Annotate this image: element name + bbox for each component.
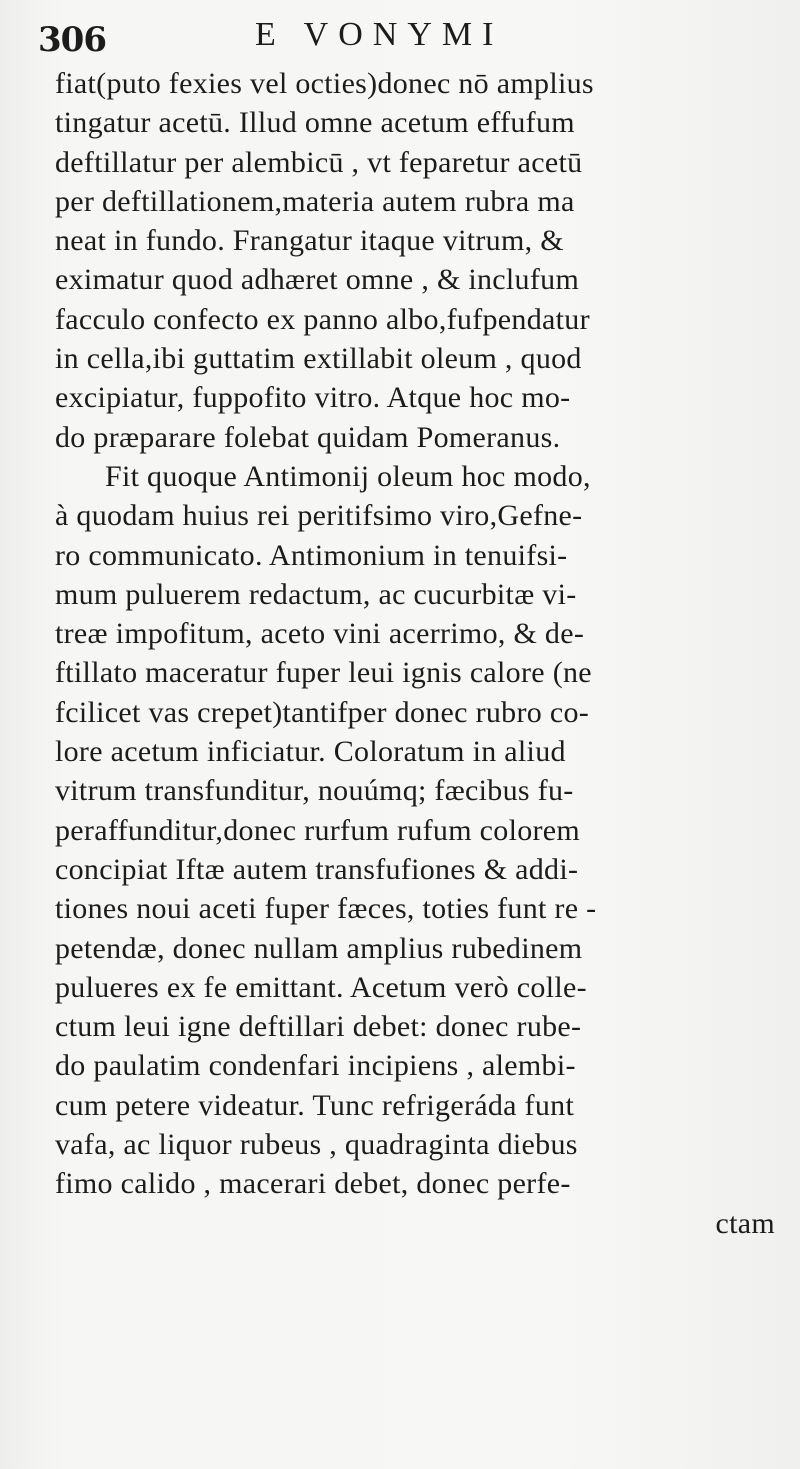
text-line: fiat(puto fexies vel octies)donec nō amplius bbox=[55, 67, 594, 100]
text-line: treæ impofitum, aceto vini acerrimo, & de- bbox=[55, 617, 585, 651]
text-line: ro communicato. Antimonium in tenuifsi- bbox=[55, 538, 568, 572]
text-line: in cella,ibi guttatim extillabit oleum , quod bbox=[55, 342, 582, 376]
text-line: excipiatur, fuppofito vitro. Atque hoc mo- bbox=[55, 381, 571, 415]
text-line: fcilicet vas crepet)tantifper donec rubro co- bbox=[55, 695, 590, 729]
text-line: neat in fundo. Frangatur itaque vitrum, & bbox=[55, 224, 564, 258]
text-line: per deftillationem,materia autem rubra ma bbox=[55, 184, 575, 218]
text-line: vitrum transfunditur, nouúmq; fæcibus fu- bbox=[55, 774, 574, 808]
text-line: eximatur quod adhæret omne , & inclufum bbox=[55, 263, 580, 297]
running-head: E VONYMI bbox=[255, 16, 504, 53]
text-line: petendæ, donec nullam amplius rubedinem bbox=[55, 931, 583, 965]
text-line: vafa, ac liquor rubeus , quadraginta diebus bbox=[55, 1128, 578, 1162]
paragraph-start-line: Fit quoque Antimonij oleum hoc modo, bbox=[105, 459, 591, 493]
text-line: pulueres ex fe emittant. Acetum verò colle- bbox=[55, 970, 587, 1004]
catchword: ctam bbox=[715, 1206, 775, 1240]
text-line: tiones noui aceti fuper fæces, toties funt re - bbox=[55, 892, 597, 926]
text-line: lore acetum inficiatur. Coloratum in aliud bbox=[55, 735, 566, 769]
text-line: fimo calido , macerari debet, donec perfe- bbox=[55, 1167, 571, 1201]
text-line: mum puluerem redactum, ac cucurbitæ vi- bbox=[55, 577, 577, 611]
text-line: concipiat Iftæ autem transfufiones & addi- bbox=[55, 852, 579, 886]
text-line: ftillato maceratur fuper leui ignis calore (ne bbox=[55, 656, 592, 690]
text-line: do præparare folebat quidam Pomeranus. bbox=[55, 420, 561, 454]
text-line: ctum leui igne deftillari debet: donec rube- bbox=[55, 1010, 582, 1044]
text-line: tingatur acetū. Illud omne acetum effufum bbox=[55, 106, 575, 140]
text-line: cum petere videatur. Tunc refrigeráda funt bbox=[55, 1088, 575, 1122]
text-line: à quodam huius rei peritifsimo viro,Gefne- bbox=[55, 499, 583, 533]
page-header bbox=[0, 14, 800, 64]
page-number: 306 bbox=[38, 20, 106, 60]
text-line: peraffunditur,donec rurfum rufum colorem bbox=[55, 813, 581, 847]
text-line: deftillatur per alembicū , vt feparetur acetū bbox=[55, 145, 583, 179]
text-line: facculo confecto ex panno albo,fufpendatur bbox=[55, 302, 590, 336]
body-text bbox=[55, 64, 795, 1243]
text-line: do paulatim condenfari incipiens , alembi- bbox=[55, 1049, 576, 1083]
